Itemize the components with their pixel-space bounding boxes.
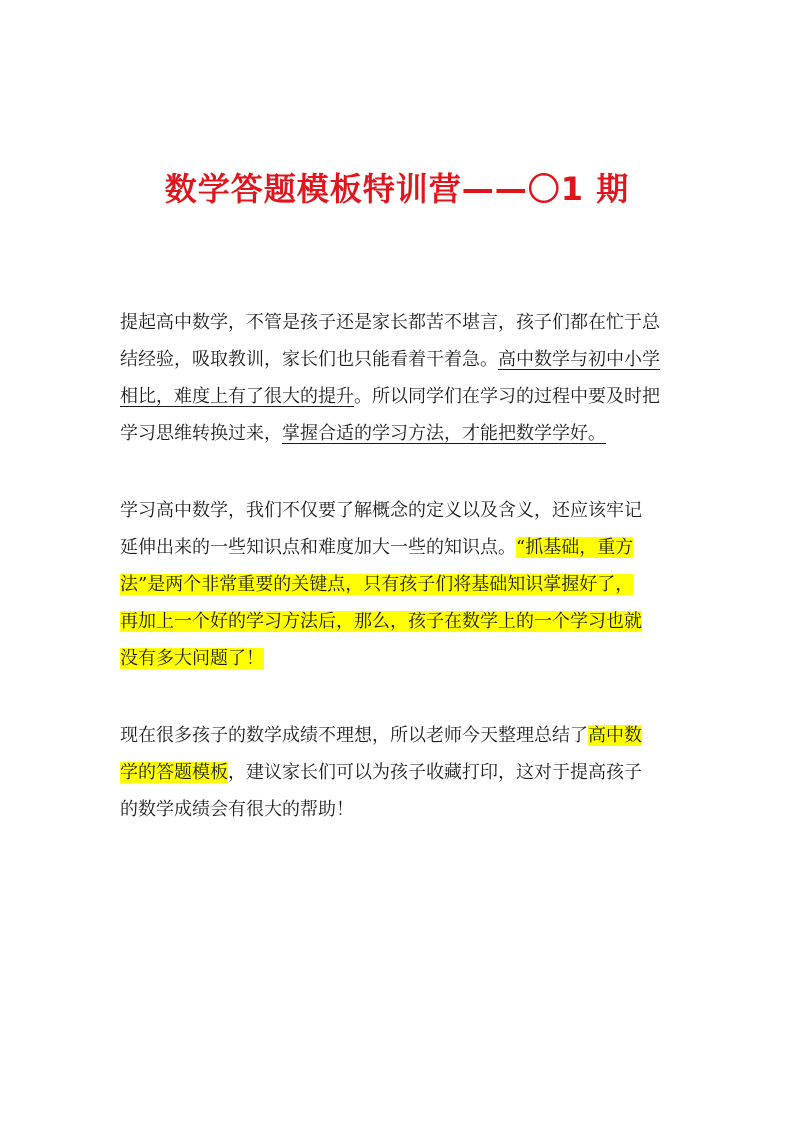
underlined-text: 掌握合适的学习方法，才能把数学学好。 [282,423,606,444]
paragraph-3-line-2 [120,754,680,791]
underlined-text: 相比，难度上有了很大的提升 [120,386,354,407]
paragraph-2 [120,492,680,677]
text-run: 的数学成绩会有很大的帮助！ [120,799,354,820]
highlighted-text: 再加上一个好的学习方法后，那么，孩子在数学上的一个学习也就 [120,611,642,632]
paragraph-1-line-4 [120,415,680,452]
document-title: 数学答题模板特训营——〇1 期 [164,170,630,208]
text-run: 现在很多孩子的数学成绩不理想，所以老师今天整理总结了 [120,725,588,746]
paragraph-1 [120,304,680,452]
paragraph-1-line-2 [120,341,680,378]
text-run: 学习高中数学，我们不仅要了解概念的定义以及含义，还应该牢记 [120,500,642,521]
paragraph-3 [120,717,680,828]
paragraph-2-line-2 [120,529,680,566]
paragraph-3-line-1 [120,717,680,754]
text-run: 结经验，吸取教训，家长们也只能看着干着急。 [120,349,498,370]
text-run: 学习思维转换过来， [120,423,282,444]
text-run: 提起高中数学，不管是孩子还是家长都苦不堪言，孩子们都在忙于总 [120,312,660,333]
highlighted-text: 没有多大问题了！ [120,648,264,669]
underlined-text: 高中数学与初中小学 [498,349,660,370]
paragraph-1-line-3 [120,378,680,415]
highlighted-text: “抓基础，重方 [516,537,634,558]
text-run: ，建议家长们可以为孩子收藏打印，这对于提高孩子 [228,762,642,783]
highlighted-text: 学的答题模板 [120,762,228,783]
paragraph-2-line-1 [120,492,680,529]
highlighted-text: 高中数 [588,725,642,746]
paragraph-2-line-4 [120,603,680,640]
paragraph-3-line-3 [120,791,680,828]
highlighted-text: 法”是两个非常重要的关键点，只有孩子们将基础知识掌握好了， [120,574,634,595]
text-run: 延伸出来的一些知识点和难度加大一些的知识点。 [120,537,516,558]
paragraph-2-line-3 [120,566,680,603]
text-run: 。所以同学们在学习的过程中要及时把 [354,386,660,407]
paragraph-1-line-1 [120,304,680,341]
paragraph-2-line-5 [120,640,680,677]
